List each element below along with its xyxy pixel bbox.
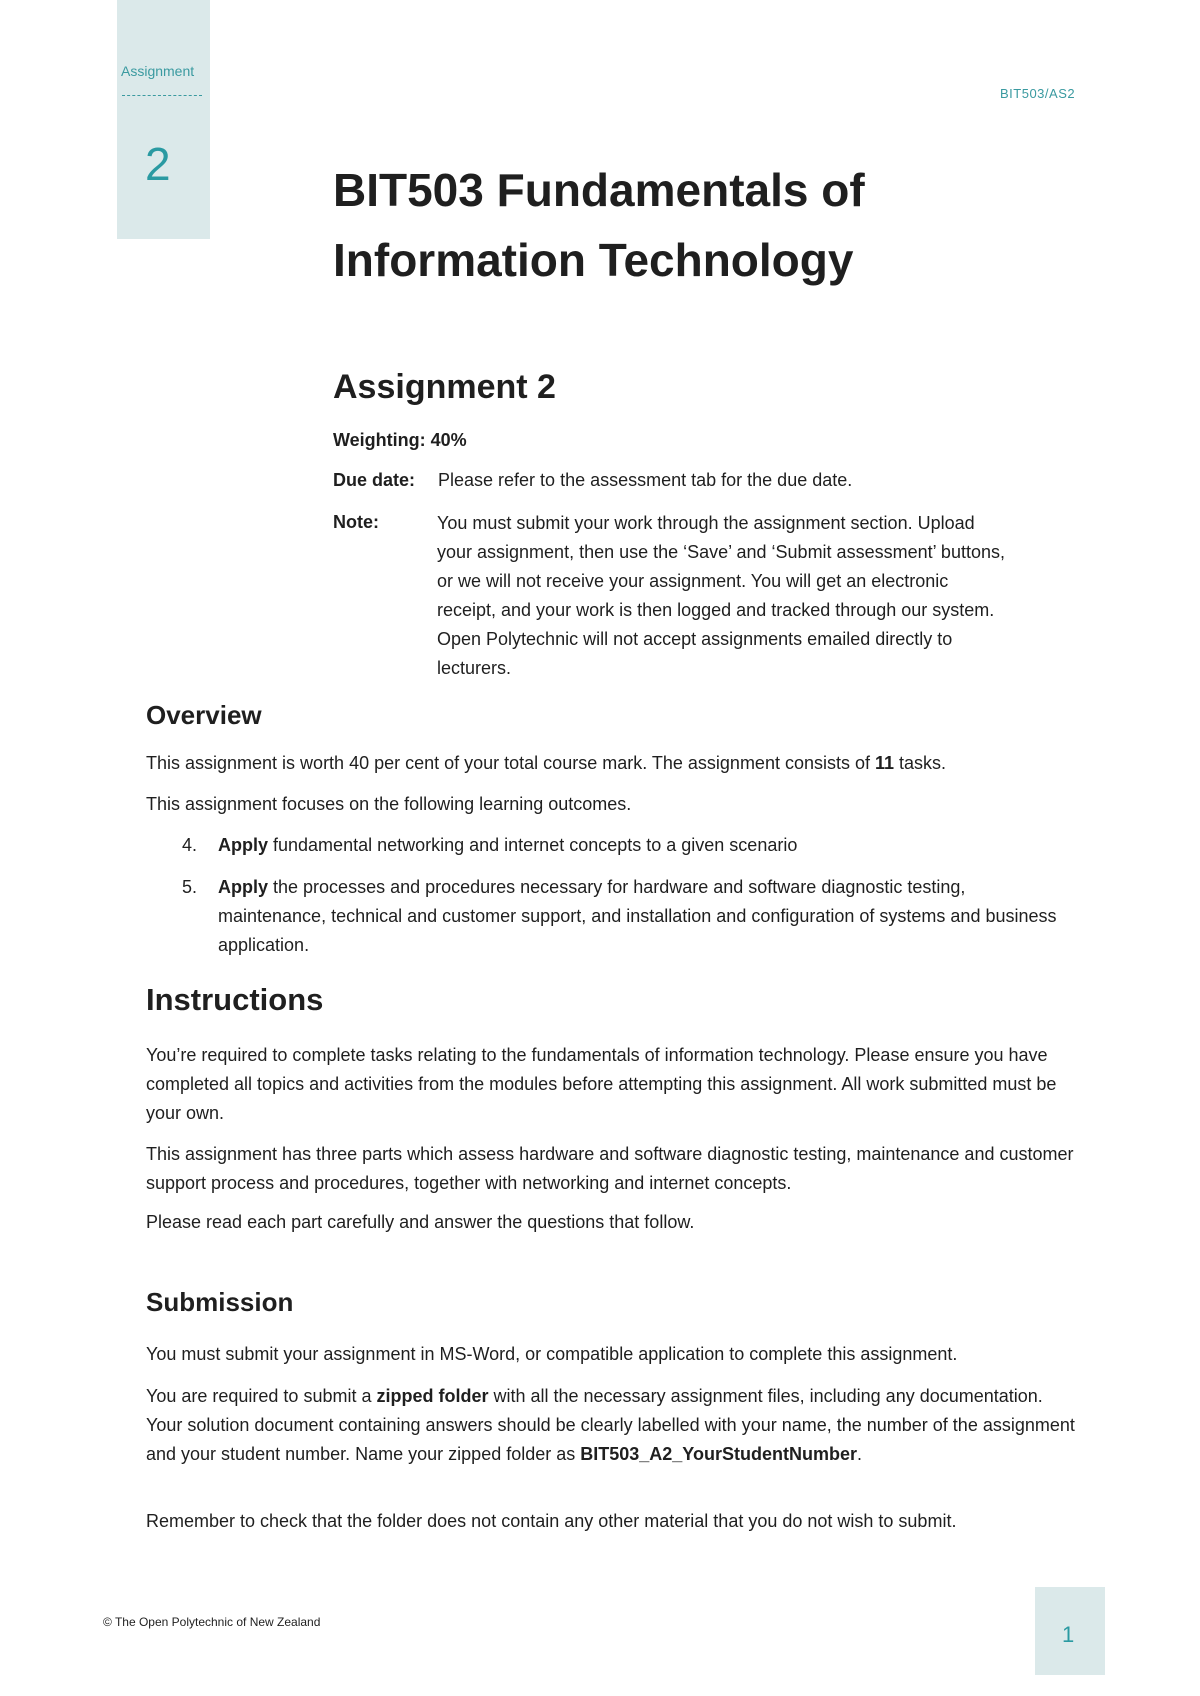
outcome-number: 4. — [182, 835, 198, 855]
overview-heading: Overview — [146, 700, 262, 730]
outcome-text — [218, 873, 1078, 960]
submission-heading: Submission — [146, 1287, 294, 1317]
task-count: 11 — [875, 753, 895, 773]
overview-p1-text: This assignment is worth 40 per cent of your total course mark. The assignment consists of — [146, 753, 875, 773]
submission-p2-end: . — [856, 1444, 862, 1464]
instructions-paragraph-2: This assignment has three parts which assess hardware and software diagnostic testing, maintenance and customer support process and procedures, together with networking and internet concepts. — [146, 1144, 1074, 1193]
outcome-text — [218, 831, 1078, 860]
outcome-verb: Apply — [218, 877, 269, 897]
overview-paragraph-2: This assignment focuses on the following learning outcomes. — [146, 794, 632, 814]
document-code: BIT503/AS2 — [1000, 86, 1076, 101]
note-line: receipt, and your work is then logged and tracked through our system. — [437, 600, 995, 620]
submission-paragraph-3: Remember to check that the folder does not contain any other material that you do not wish to submit. — [146, 1511, 957, 1531]
overview-p1-end: tasks. — [894, 753, 947, 773]
instructions-heading: Instructions — [146, 982, 324, 1017]
outcome-description: fundamental networking and internet concepts to a given scenario — [268, 835, 798, 855]
submission-paragraph-2 — [146, 1382, 1076, 1469]
tab-divider — [122, 95, 202, 96]
zipped-folder-emphasis: zipped folder — [376, 1386, 489, 1406]
title-line-2: Information Technology — [333, 234, 854, 286]
weighting: Weighting: 40% — [333, 430, 467, 450]
due-date-text: Please refer to the assessment tab for the due date. — [438, 470, 853, 490]
note-line: Open Polytechnic will not accept assignments emailed directly to — [437, 629, 953, 649]
instructions-paragraph-1: You’re required to complete tasks relating to the fundamentals of information technology. Please ensure you have completed all topics and activities from the modules before attempting this assignment. All work submitted must be your own. — [146, 1045, 1057, 1123]
note-text — [437, 509, 1087, 683]
outcome-number: 5. — [182, 877, 198, 897]
tab-label: Assignment — [121, 63, 195, 79]
outcome-description: the processes and procedures necessary for hardware and software diagnostic testing, maintenance, technical and customer support, and installation and configuration of systems and business application. — [218, 877, 1057, 955]
note-line: your assignment, then use the ‘Save’ and ‘Submit assessment’ buttons, — [437, 542, 1005, 562]
submission-p2-text: You are required to submit a — [146, 1386, 377, 1406]
assignment-heading: Assignment 2 — [333, 368, 556, 406]
note-line: or we will not receive your assignment. You will get an electronic — [437, 571, 949, 591]
page-title — [333, 155, 1093, 295]
title-line-1: BIT503 Fundamentals of — [333, 164, 865, 216]
learning-outcome-item — [146, 873, 1076, 963]
note-label: Note: — [333, 512, 379, 532]
submission-paragraph-1: You must submit your assignment in MS-Word, or compatible application to complete this assignment. — [146, 1344, 958, 1364]
copyright-footer: © The Open Polytechnic of New Zealand — [103, 1615, 321, 1629]
page-number: 1 — [1062, 1622, 1075, 1647]
zip-filename: BIT503_A2_YourStudentNumber — [580, 1444, 857, 1464]
note-line: You must submit your work through the assignment section. Upload — [437, 513, 975, 533]
learning-outcome-item — [146, 831, 1076, 860]
note-line: lecturers. — [437, 658, 512, 678]
instructions-paragraph-3: Please read each part carefully and answer the questions that follow. — [146, 1212, 695, 1232]
due-date-label: Due date: — [333, 470, 416, 490]
submission-p2-body: with all the necessary assignment files, including any documentation. Your solution document containing answers should be clearly labelled with your name, the number of the assignment and your student number. Name your zipped folder as — [146, 1386, 1075, 1464]
assignment-tab-marker — [117, 0, 210, 239]
overview-paragraph-1 — [146, 749, 1076, 778]
outcome-verb: Apply — [218, 835, 269, 855]
tab-number: 2 — [145, 138, 171, 190]
